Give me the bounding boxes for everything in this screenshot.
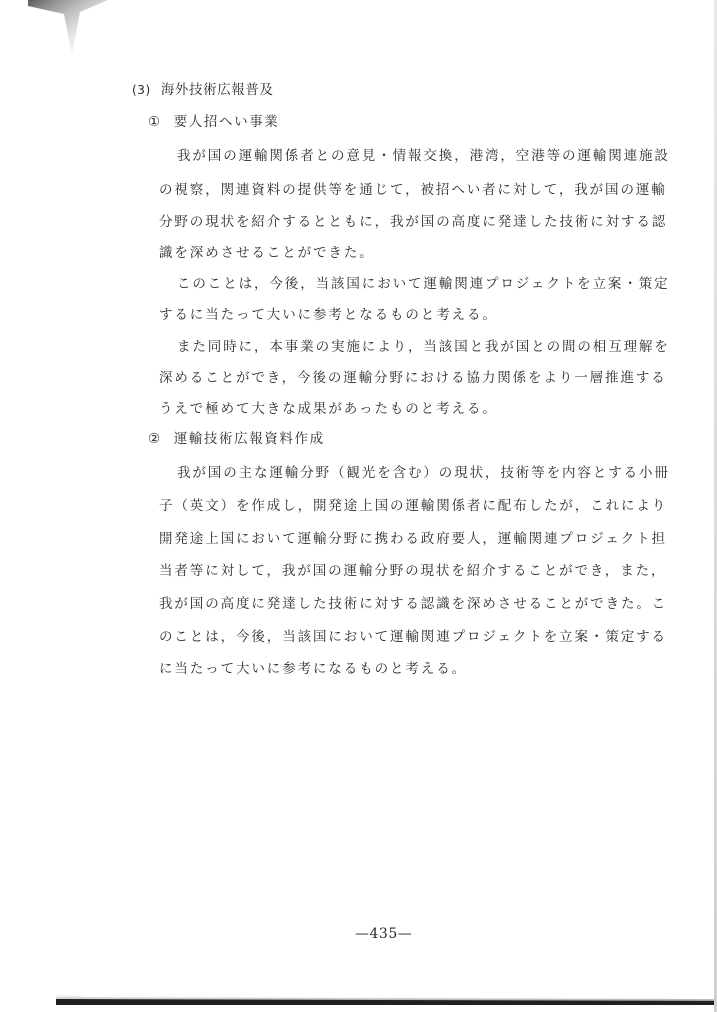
- item-2-title: 運輸技術広報資料作成: [173, 431, 325, 447]
- scan-shadow-top-left: [28, 0, 108, 60]
- item-2-marker: ②: [148, 431, 162, 447]
- paragraph-line: 識を深めさせることができた。: [159, 245, 375, 261]
- paragraph-line: 分野の現状を紹介するとともに，我が国の高度に発達した技術に対する認: [159, 214, 668, 230]
- section-heading: [132, 82, 274, 98]
- item-1-title: 要人招へい事業: [173, 114, 280, 130]
- page-number: —435—: [355, 926, 413, 942]
- paragraph-line: に当たって大いに参考になるものと考える。: [159, 661, 467, 677]
- scan-shadow-bottom: [56, 975, 717, 1005]
- paragraph-line: また同時に，本事業の実施により，当該国と我が国との間の相互理解を: [177, 339, 670, 355]
- paragraph-line: 我が国の主な運輸分野（観光を含む）の現状，技術等を内容とする小冊: [177, 465, 670, 481]
- item-1-marker: ①: [148, 114, 162, 130]
- paragraph-line: のことは，今後，当該国において運輸関連プロジェクトを立案・策定する: [159, 629, 667, 645]
- paragraph-line: 我が国の高度に発達した技術に対する認識を深めさせることができた。こ: [159, 596, 668, 612]
- paragraph-line: 当者等に対して，我が国の運輸分野の現状を紹介することができ，また，: [159, 563, 667, 579]
- paragraph-line: 深めることができ，今後の運輸分野における協力関係をより一層推進する: [159, 370, 667, 386]
- paragraph-line: するに当たって大いに参考となるものと考える。: [159, 307, 498, 323]
- section-number: (3): [132, 83, 151, 97]
- paragraph-line: 我が国の運輸関係者との意見・情報交換，港湾，空港等の運輸関連施設: [177, 148, 670, 164]
- item-2-heading: [148, 431, 325, 447]
- paragraph-line: 子（英文）を作成し，開発途上国の運輸関係者に配布したが，これにより: [159, 498, 668, 514]
- paragraph-line: うえで極めて大きな成果があったものと考える。: [159, 401, 498, 417]
- paragraph-line: 開発途上国において運輸分野に携わる政府要人，運輸関連プロジェクト担: [159, 531, 667, 547]
- paragraph-line: このことは，今後，当該国において運輸関連プロジェクトを立案・策定: [177, 276, 670, 292]
- paragraph-line: の視察，関連資料の提供等を通じて，被招へい者に対して，我が国の運輸: [159, 182, 667, 198]
- section-title: 海外技術広報普及: [160, 82, 274, 98]
- item-1-heading: [148, 114, 279, 130]
